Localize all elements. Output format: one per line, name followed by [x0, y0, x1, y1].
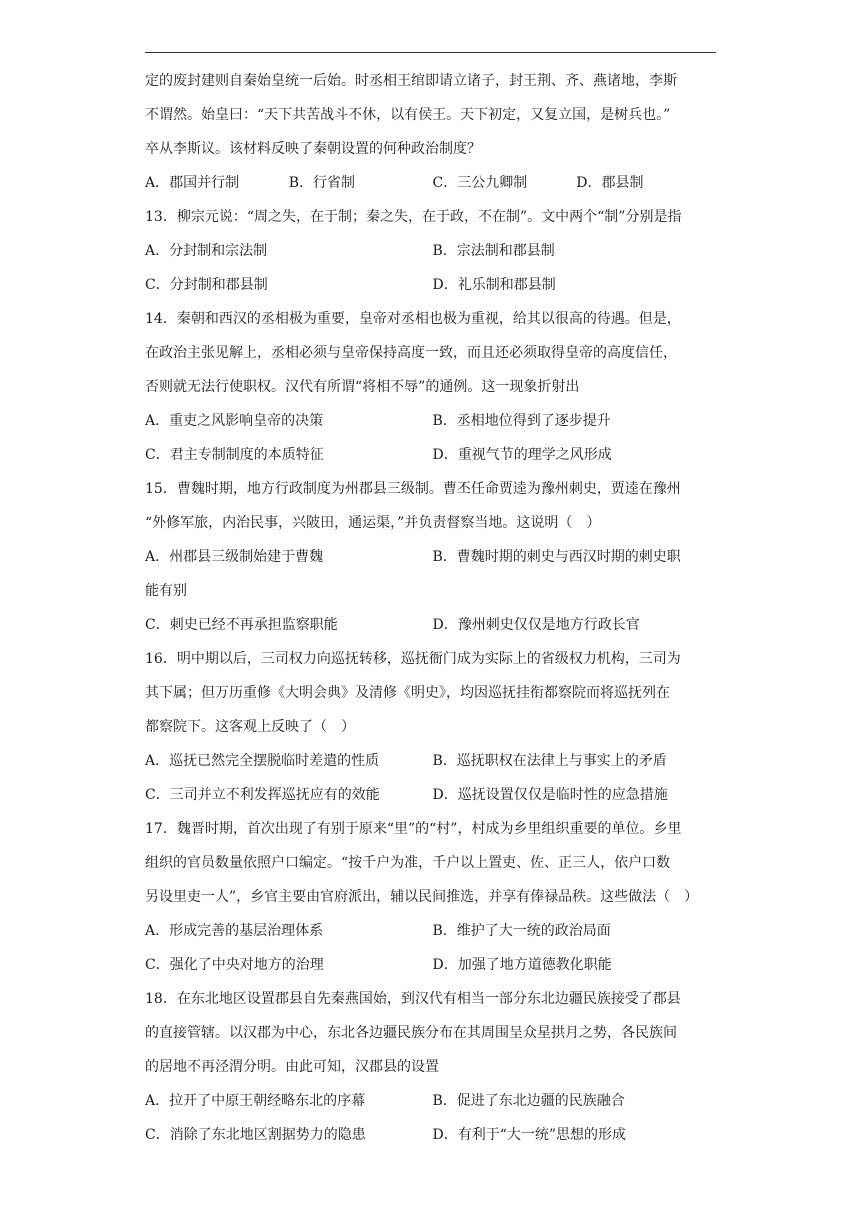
question-stem-line: 16．明中期以后，三司权力向巡抚转移，巡抚衙门成为实际上的省级权力机构，三司为 [145, 651, 681, 667]
document-page [145, 64, 720, 1152]
options-row [145, 540, 720, 574]
options-row [145, 438, 720, 472]
option-c: C．强化了中央对地方的治理 [145, 957, 324, 973]
option-d: D．加强了地方道德教化职能 [432, 957, 612, 973]
options-row [145, 778, 720, 812]
option-c: C．刺史已经不再承担监察职能 [145, 617, 338, 633]
question-14 [145, 302, 720, 472]
option-d: D．巡抚设置仅仅是临时性的应急措施 [432, 787, 668, 803]
options-row [145, 166, 720, 200]
option-c: C．三公九卿制 [432, 175, 528, 191]
question-stem-line: 15．曹魏时期，地方行政制度为州郡县三级制。曹丕任命贾逵为豫州刺史，贾逵在豫州 [145, 481, 681, 497]
question-stem-line: 组织的官员数量依照户口编定。“按千户为准，千户以上置吏、佐、正三人，依户口数 [145, 855, 671, 871]
question-stem-line: 13．柳宗元说：“周之失，在于制；秦之失，在于政，不在制”。文中两个“制”分别是指 [145, 209, 682, 225]
option-c: C．三司并立不利发挥巡抚应有的效能 [145, 787, 380, 803]
option-c: C．分封制和郡县制 [145, 277, 268, 293]
question-stem-line: 都察院下。这客观上反映了（ ） [145, 719, 355, 735]
option-b-continuation: 能有别 [145, 583, 187, 599]
option-a: A．郡国并行制 [145, 175, 240, 191]
option-a: A．重吏之风影响皇帝的决策 [145, 413, 324, 429]
option-d: D．礼乐制和郡县制 [432, 277, 556, 293]
question-stem-line: 另设里吏一人”，乡官主要由官府派出，辅以民间推选，并享有俸禄品秩。这些做法（ ） [145, 889, 699, 905]
question-stem-line: 18．在东北地区设置郡县自先秦燕国始，到汉代有相当一部分东北边疆民族接受了郡县 [145, 991, 681, 1007]
option-d: D．有利于“大一统”思想的形成 [432, 1127, 627, 1143]
option-a: A．分封制和宗法制 [145, 243, 268, 259]
option-a: A．州郡县三级制始建于曹魏 [145, 549, 324, 565]
question-stem-line: 卒从李斯议。该材料反映了秦朝设置的何种政治制度？ [145, 141, 481, 157]
options-row [145, 1118, 720, 1152]
option-d: D．郡县制 [576, 175, 644, 191]
question-stem-line: 的居地不再泾渭分明。由此可知，汉郡县的设置 [145, 1059, 439, 1075]
options-row [145, 268, 720, 302]
question-12 [145, 64, 720, 200]
option-b: B．促进了东北边疆的民族融合 [432, 1093, 625, 1109]
question-stem-line: 14．秦朝和西汉的丞相极为重要，皇帝对丞相也极为重视，给其以很高的待遇。但是， [145, 311, 681, 327]
option-a: A．形成完善的基层治理体系 [145, 923, 324, 939]
options-row [145, 914, 720, 948]
question-stem-line: 在政治主张见解上，丞相必须与皇帝保持高度一致，而且还必须取得皇帝的高度信任， [145, 345, 677, 361]
question-15 [145, 472, 720, 642]
options-row [145, 608, 720, 642]
option-b: B．维护了大一统的政治局面 [432, 923, 611, 939]
option-b: B．宗法制和郡县制 [432, 243, 555, 259]
question-stem-line: 17．魏晋时期，首次出现了有别于原来“里”的“村”，村成为乡里组织重要的单位。乡里 [145, 821, 682, 837]
question-stem-line: 其下属；但万历重修《大明会典》及清修《明史》，均因巡抚挂衔都察院而将巡抚列在 [145, 685, 670, 701]
options-row [145, 948, 720, 982]
question-16 [145, 642, 720, 812]
option-c: C．消除了东北地区割据势力的隐患 [145, 1127, 366, 1143]
options-row [145, 1084, 720, 1118]
option-b: B．行省制 [288, 175, 356, 191]
question-stem-line: 的直接管辖。以汉郡为中心，东北各边疆民族分布在其周围呈众星拱月之势，各民族间 [145, 1025, 677, 1041]
header-rule [145, 52, 716, 53]
option-b: B．曹魏时期的刺史与西汉时期的刺史职 [432, 549, 681, 565]
options-row [145, 744, 720, 778]
option-b: B．丞相地位得到了逐步提升 [432, 413, 611, 429]
option-a: A．拉开了中原王朝经略东北的序幕 [145, 1093, 366, 1109]
question-stem-line: 不谓然。始皇曰：“天下共苦战斗不休，以有侯王。天下初定，又复立国，是树兵也。” [145, 107, 671, 123]
question-stem-line: “外修军旅，内治民事，兴陂田，通运渠，”并负责督察当地。这说明（ ） [145, 515, 601, 531]
question-stem-line: 否则就无法行使职权。汉代有所谓“将相不辱”的通例。这一现象折射出 [145, 379, 580, 395]
option-a: A．巡抚已然完全摆脱临时差遣的性质 [145, 753, 380, 769]
option-d: D．豫州刺史仅仅是地方行政长官 [432, 617, 640, 633]
options-row [145, 234, 720, 268]
option-b: B．巡抚职权在法律上与事实上的矛盾 [432, 753, 667, 769]
option-d: D．重视气节的理学之风形成 [432, 447, 612, 463]
question-18 [145, 982, 720, 1152]
options-row [145, 404, 720, 438]
question-17 [145, 812, 720, 982]
question-13 [145, 200, 720, 302]
question-stem-line: 定的废封建则自秦始皇统一后始。时丞相王绾即请立诸子，封王荆、齐、燕诸地，李斯 [145, 73, 677, 89]
option-c: C．君主专制制度的本质特征 [145, 447, 324, 463]
